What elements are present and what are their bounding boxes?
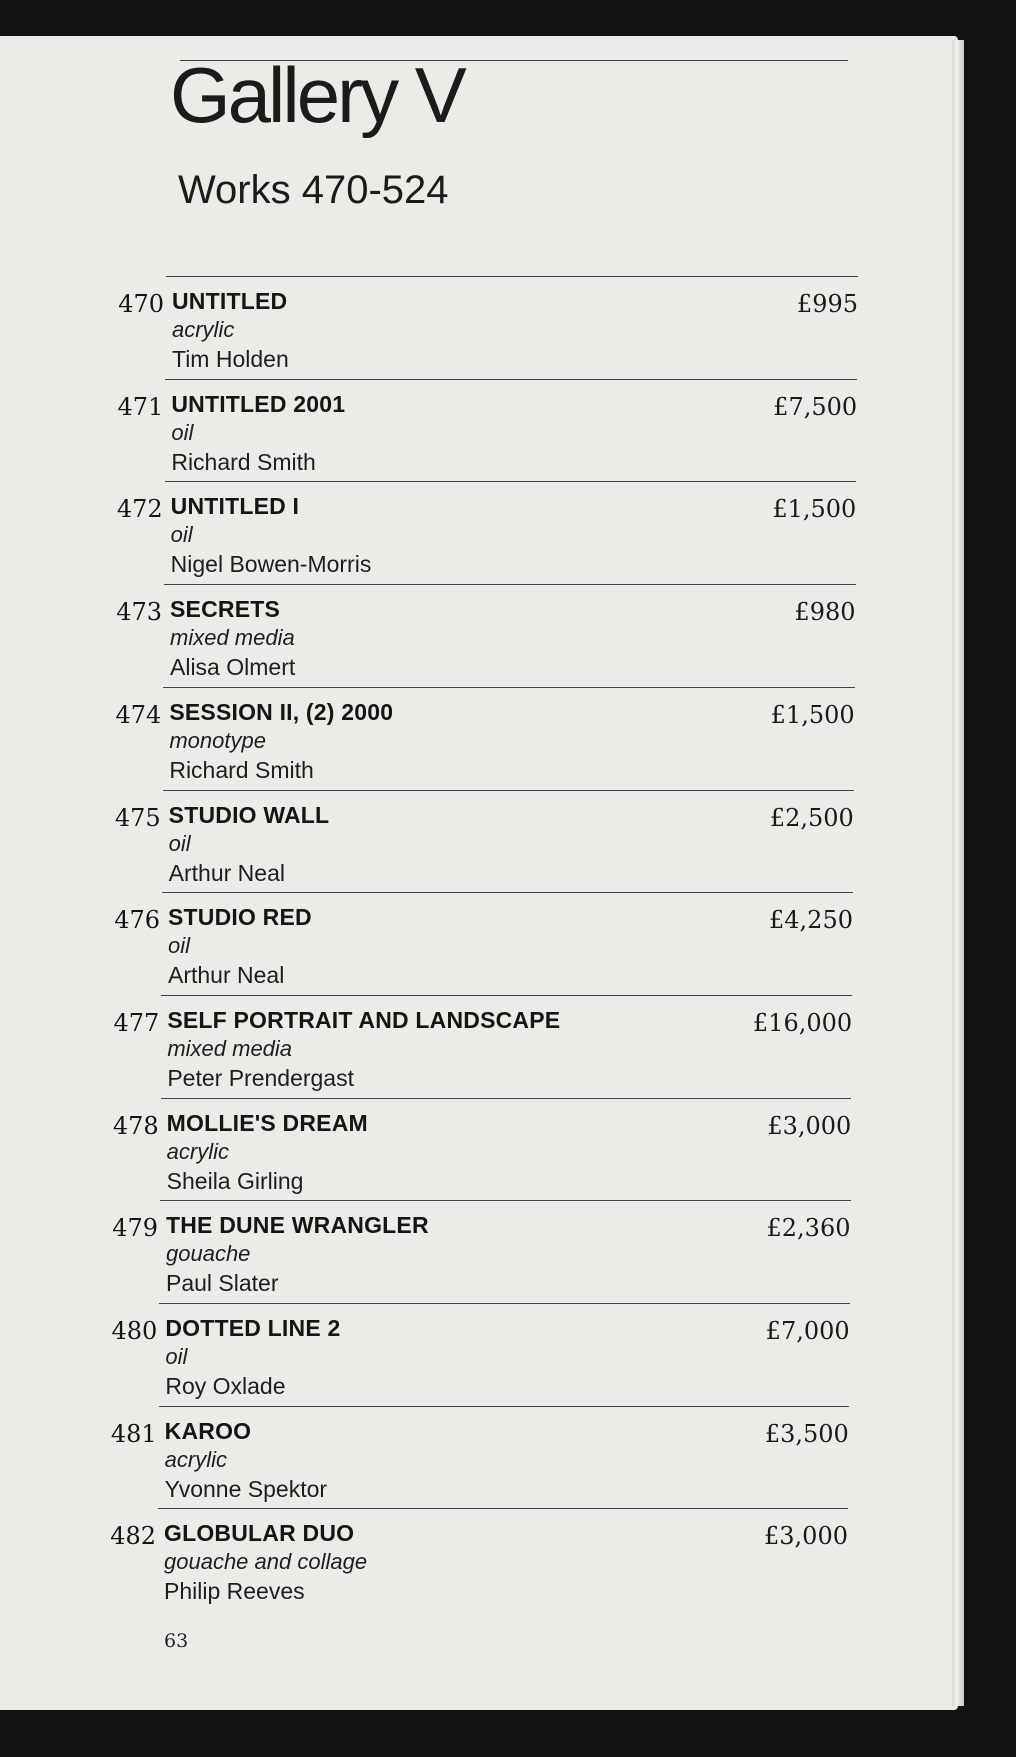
entry-medium: acrylic bbox=[166, 1138, 229, 1164]
entry-medium: acrylic bbox=[164, 1446, 227, 1472]
entry-rule bbox=[159, 1303, 849, 1304]
entry-title: THE DUNE WRANGLER bbox=[166, 1212, 429, 1239]
gallery-title: Gallery V bbox=[170, 51, 464, 139]
entry-title: SECRETS bbox=[170, 596, 281, 623]
entry-price: £2,360 bbox=[766, 1214, 851, 1243]
entry-number: 471 bbox=[117, 392, 164, 421]
entry-title: UNTITLED 2001 bbox=[171, 390, 346, 417]
entry-price: £7,000 bbox=[765, 1317, 850, 1345]
entry-number: 473 bbox=[116, 598, 162, 627]
entry-price: £7,500 bbox=[773, 392, 858, 421]
entry-title: STUDIO WALL bbox=[168, 801, 330, 828]
entry-price: £16,000 bbox=[752, 1008, 853, 1037]
entry-medium: mixed media bbox=[167, 1035, 293, 1061]
page-edge bbox=[952, 40, 964, 1706]
entry-title: SESSION II, (2) 2000 bbox=[169, 698, 394, 725]
entry-artist: Sheila Girling bbox=[166, 1167, 304, 1194]
entry-price: £995 bbox=[796, 290, 858, 318]
entry-medium: oil bbox=[168, 933, 191, 959]
catalogue-entry bbox=[112, 892, 853, 994]
entry-number: 482 bbox=[110, 1522, 156, 1551]
entry-title: SELF PORTRAIT AND LANDSCAPE bbox=[167, 1006, 561, 1033]
entry-medium: monotype bbox=[169, 727, 266, 753]
entry-rule bbox=[161, 995, 852, 996]
entry-number: 475 bbox=[114, 803, 161, 832]
entry-number: 481 bbox=[110, 1419, 157, 1448]
entry-number: 474 bbox=[115, 700, 162, 729]
entry-medium: oil bbox=[171, 419, 194, 445]
entry-medium: oil bbox=[168, 830, 191, 856]
catalogue-entry bbox=[109, 1406, 849, 1508]
entry-rule bbox=[161, 1098, 852, 1099]
entry-title: DOTTED LINE 2 bbox=[165, 1315, 341, 1341]
entry-title: UNTITLED I bbox=[170, 493, 300, 520]
catalogue-entry bbox=[108, 1508, 848, 1610]
entry-artist: Nigel Bowen-Morris bbox=[170, 551, 372, 578]
entry-artist: Richard Smith bbox=[171, 448, 316, 475]
entry-title: UNTITLED bbox=[172, 288, 288, 314]
entry-rule bbox=[165, 379, 857, 380]
entry-artist: Tim Holden bbox=[172, 346, 289, 372]
entry-price: £1,500 bbox=[770, 700, 855, 729]
entry-title: STUDIO RED bbox=[168, 904, 312, 931]
entry-number: 472 bbox=[116, 495, 163, 524]
entry-number: 480 bbox=[111, 1317, 158, 1345]
entry-artist: Arthur Neal bbox=[168, 962, 285, 989]
entry-title: MOLLIE'S DREAM bbox=[166, 1109, 368, 1136]
entry-price: £1,500 bbox=[772, 495, 857, 524]
entry-medium: oil bbox=[170, 522, 193, 548]
entry-artist: Roy Oxlade bbox=[165, 1373, 286, 1399]
entry-price: £3,500 bbox=[764, 1419, 849, 1448]
entry-price: £4,250 bbox=[769, 906, 853, 935]
entry-rule bbox=[165, 481, 857, 482]
entry-rule bbox=[163, 687, 854, 688]
gallery-subtitle: Works 470-524 bbox=[178, 168, 449, 212]
entry-number: 470 bbox=[118, 290, 164, 318]
catalogue-entry bbox=[110, 1200, 851, 1302]
entry-medium: oil bbox=[165, 1344, 188, 1369]
entry-price: £3,000 bbox=[764, 1522, 848, 1551]
catalogue-entry bbox=[115, 481, 857, 583]
entry-price: £980 bbox=[794, 598, 856, 627]
entry-rule bbox=[166, 276, 858, 277]
catalogue-entry bbox=[113, 687, 854, 789]
entry-rule bbox=[158, 1508, 848, 1509]
catalogue-entry bbox=[114, 584, 856, 686]
page-number: 63 bbox=[164, 1630, 189, 1652]
entry-artist: Philip Reeves bbox=[164, 1578, 305, 1605]
catalogue-entry bbox=[113, 790, 854, 892]
entry-medium: gouache bbox=[166, 1241, 251, 1267]
catalogue-entry bbox=[115, 379, 857, 481]
entry-price: £2,500 bbox=[769, 803, 854, 832]
entry-medium: mixed media bbox=[170, 625, 295, 651]
entry-number: 476 bbox=[114, 906, 160, 935]
catalogue-entry bbox=[116, 276, 858, 378]
catalogue-entry bbox=[111, 1098, 852, 1200]
entry-price: £3,000 bbox=[767, 1111, 852, 1140]
entry-number: 478 bbox=[112, 1111, 159, 1140]
entry-number: 477 bbox=[113, 1008, 160, 1037]
catalogue-entry bbox=[109, 1303, 849, 1405]
entry-rule bbox=[164, 584, 856, 585]
entry-rule bbox=[163, 790, 854, 791]
entry-artist: Richard Smith bbox=[169, 756, 314, 783]
entry-rule bbox=[159, 1406, 849, 1407]
entry-artist: Arthur Neal bbox=[168, 859, 285, 886]
catalogue-entry bbox=[111, 995, 852, 1097]
entry-medium: gouache and collage bbox=[164, 1549, 368, 1575]
entry-artist: Paul Slater bbox=[166, 1270, 279, 1297]
entry-rule bbox=[162, 892, 853, 893]
entry-title: GLOBULAR DUO bbox=[164, 1520, 355, 1547]
entry-title: KAROO bbox=[164, 1417, 252, 1444]
entry-artist: Peter Prendergast bbox=[167, 1064, 354, 1091]
entry-artist: Alisa Olmert bbox=[170, 654, 296, 681]
entry-artist: Yvonne Spektor bbox=[164, 1475, 328, 1502]
entry-rule bbox=[160, 1200, 851, 1201]
entry-number: 479 bbox=[112, 1214, 158, 1243]
entry-medium: acrylic bbox=[172, 317, 235, 342]
